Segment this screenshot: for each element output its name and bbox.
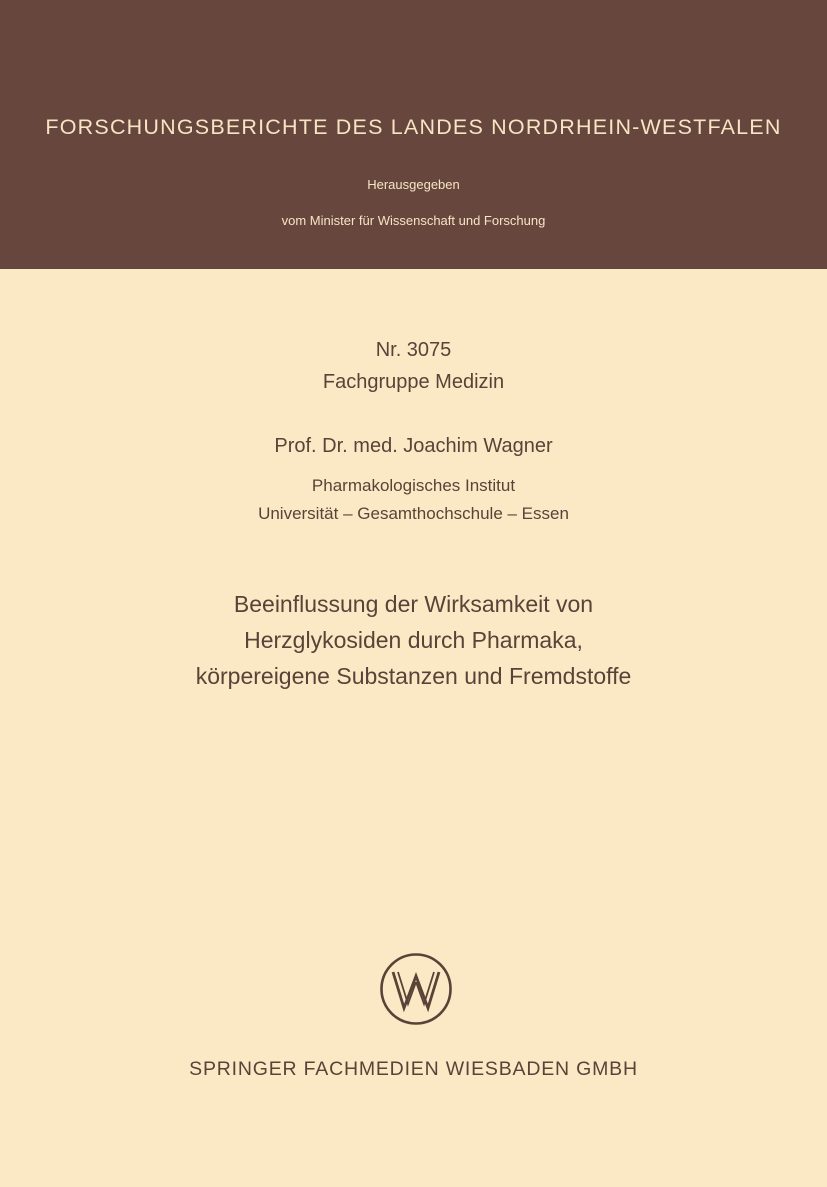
westdeutscher-verlag-w-logo-icon [379,952,453,1026]
book-title [0,586,827,694]
institute-name: Pharmakologisches Institut [311,476,516,495]
editor-name: vom Minister für Wissenschaft und Forschung [281,213,546,228]
author-name: Prof. Dr. med. Joachim Wagner [274,435,553,457]
book-title-line: körpereigene Substanzen und Fremdstoffe [195,663,632,689]
series-title: FORSCHUNGSBERICHTE DES LANDES NORDRHEIN-WESTFALEN [45,115,782,139]
subject-group: Fachgruppe Medizin [322,371,505,393]
publisher-name: SPRINGER FACHMEDIEN WIESBADEN GMBH [189,1058,638,1080]
editor-label: Herausgegeben [367,177,460,192]
series-header-band [0,0,827,269]
book-title-line: Beeinflussung der Wirksamkeit von [233,591,594,617]
issue-number: Nr. 3075 [375,339,452,361]
university-name: Universität – Gesamthochschule – Essen [258,504,569,523]
book-title-line: Herzglykosiden durch Pharmaka, [244,627,583,653]
